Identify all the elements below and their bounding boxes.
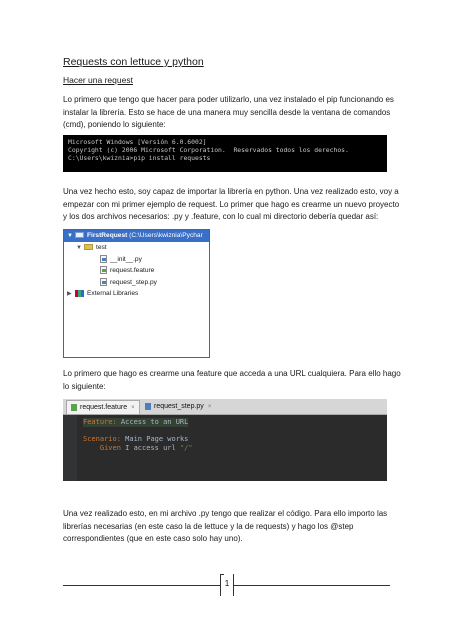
cmd-screenshot <box>63 135 387 172</box>
tree-file-row <box>64 277 209 289</box>
project-tree-screenshot <box>63 229 210 358</box>
paragraph-line: Una vez hecho esto, soy capaz de importar la librería en python. Una vez realizado esto, voy a <box>63 187 399 196</box>
code-string: "/" <box>179 444 193 453</box>
tab-request-feature <box>66 400 140 414</box>
code-keyword: Given <box>99 444 121 453</box>
libraries-icon <box>75 290 84 297</box>
code-line-feature <box>83 418 188 427</box>
feature-file-icon <box>100 266 107 274</box>
paragraph-line: empezar con mi primer ejemplo de request. Lo primer que hago es crearme un nuevo proyecto <box>63 199 400 209</box>
paragraph-intro <box>63 94 398 132</box>
expand-arrow-icon: ▼ <box>67 233 73 239</box>
code-text: Main Page works <box>120 435 189 444</box>
paragraph-line: lo siguiente: <box>63 381 106 391</box>
project-root-row <box>64 230 209 242</box>
expand-arrow-icon: ▼ <box>76 245 82 251</box>
paragraph-feature <box>63 368 401 393</box>
tree-folder-row <box>64 242 209 254</box>
code-text: Access to an URL <box>116 418 189 426</box>
tab-request-step <box>141 400 215 414</box>
cmd-prompt: C:\Users\kwiznia> <box>68 154 134 163</box>
project-folder-icon <box>75 232 84 238</box>
project-path: (C:\Users\kwiznia\Pychar <box>127 232 203 239</box>
paragraph-line: (cmd), poniendo lo siguiente: <box>63 120 166 129</box>
document-title: Requests con lettuce y python <box>63 56 204 68</box>
file-name: request.feature <box>110 267 155 274</box>
close-icon: × <box>207 404 212 410</box>
tree-libraries-row <box>64 288 209 300</box>
cmd-line: Copyright (c) 2006 Microsoft Corporation. Reservados todos los derechos. <box>68 146 349 155</box>
python-file-icon <box>145 403 151 410</box>
editor-tab-bar <box>63 399 387 415</box>
editor-screenshot <box>63 399 387 481</box>
paragraph-line: Lo primero que hago es crearme una feature que acceda a una URL cualquiera. Para ello hago <box>63 369 401 378</box>
python-file-icon <box>100 278 107 286</box>
paragraph-line: Lo primero que tengo que hacer para poder utilizarlo, una vez instalado el pip funcionando es <box>63 95 394 104</box>
file-name: request_step.py <box>110 278 157 286</box>
tab-label: request.feature <box>80 404 128 411</box>
libraries-label: External Libraries <box>87 290 139 297</box>
paragraph-line: correspondientes (que en este caso solo hay uno). <box>63 534 243 543</box>
paragraph-line: instalar la librería. Esto se hace de una manera muy sencilla desde la ventana de comandos <box>63 107 391 117</box>
paragraph-line: librerías necesarias (en este caso la de lettuce y la de requests) y hago los @step <box>63 521 354 531</box>
footer-rule-left <box>63 585 220 586</box>
editor-gutter <box>63 415 77 481</box>
paragraph-line: Una vez realizado esto, en mi archivo .py tengo que realizar el código. Para ello importo las <box>63 509 388 518</box>
cmd-line: Microsoft Windows [Versión 6.0.6002] <box>68 138 207 146</box>
tree-file-row <box>64 265 209 277</box>
section-heading: Hacer una request <box>63 75 133 85</box>
cmd-command: pip install requests <box>133 154 211 163</box>
tree-file-row <box>64 254 209 266</box>
paragraph-code <box>63 508 398 546</box>
code-keyword: Scenario: <box>83 435 121 444</box>
tab-label: request_step.py <box>154 403 204 410</box>
paragraph-import <box>63 186 398 224</box>
cmd-prompt-line <box>68 154 382 162</box>
file-name: __init__.py <box>110 255 142 263</box>
footer-rule-right <box>234 585 390 586</box>
python-file-icon <box>100 255 107 263</box>
folder-name: test <box>96 244 107 251</box>
code-keyword: Feature: <box>83 418 117 426</box>
page-number: 1 <box>224 578 230 588</box>
feature-file-icon <box>71 404 77 411</box>
folder-icon <box>84 244 93 250</box>
feature-code <box>83 418 193 453</box>
collapse-arrow-icon: ▶ <box>67 291 72 297</box>
project-name: FirstRequest <box>87 232 128 239</box>
close-icon: × <box>131 405 135 411</box>
paragraph-line: y los dos archivos necesarios: .py y .feature, con lo cual mi directorio debería quedar así: <box>63 212 379 221</box>
code-text: I access url <box>120 444 180 453</box>
